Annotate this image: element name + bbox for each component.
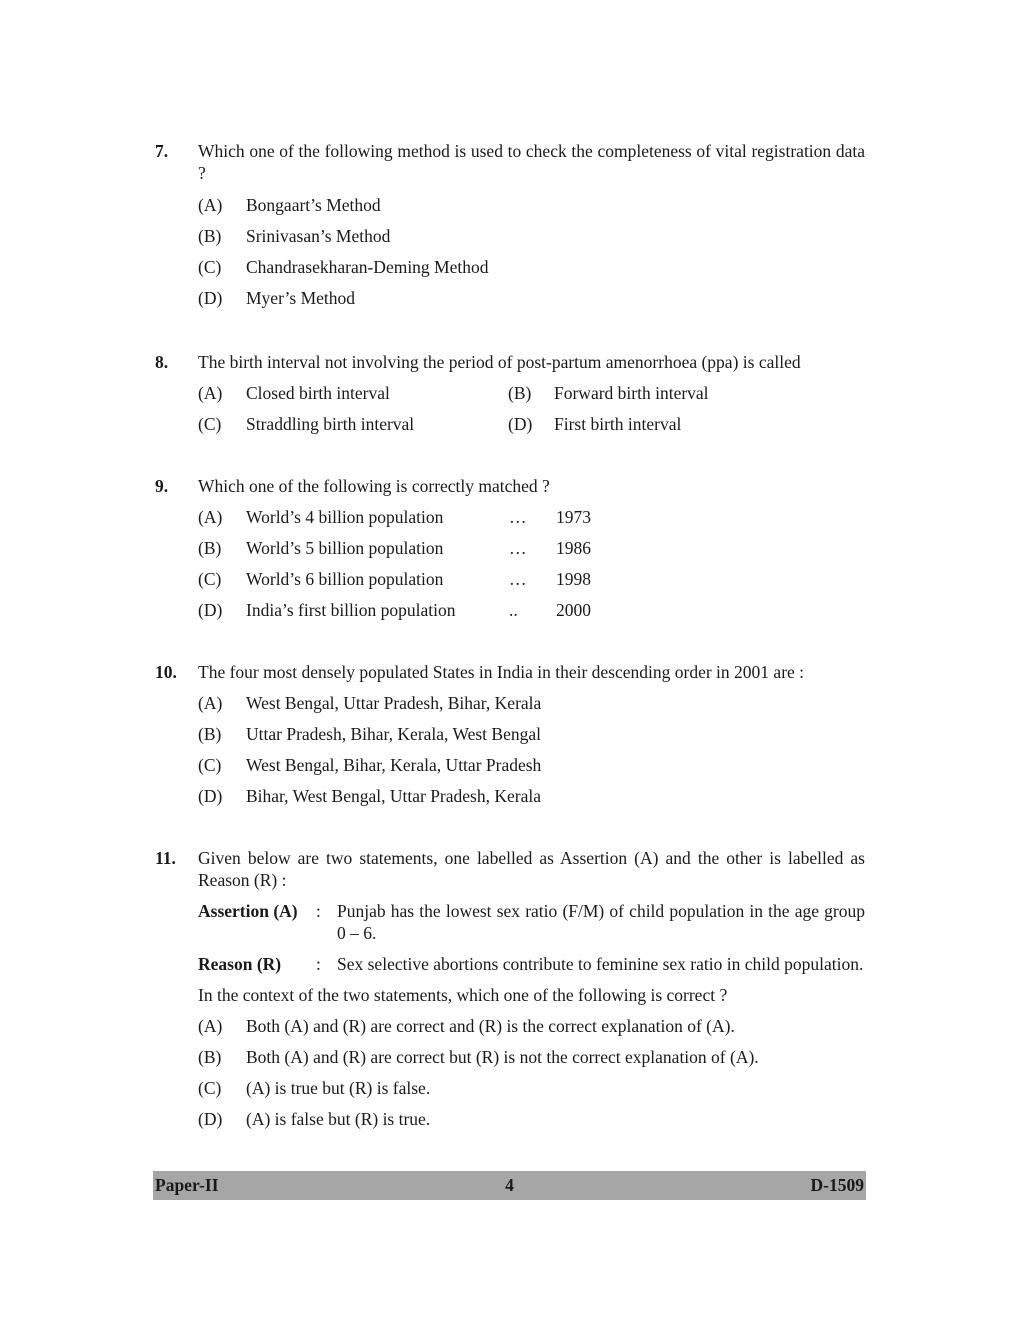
match-year: 1998 (556, 569, 591, 589)
reason-statement (198, 953, 865, 975)
match-year: 1973 (556, 507, 591, 527)
option-a (198, 506, 865, 528)
question-9 (155, 475, 865, 621)
option-c (198, 754, 865, 776)
option-label: (C) (198, 257, 222, 277)
page-footer (153, 1171, 866, 1200)
option-label: (B) (198, 538, 222, 558)
question-number: 8. (155, 352, 169, 372)
option-text: West Bengal, Uttar Pradesh, Bihar, Kerala (246, 693, 542, 713)
option-text: Both (A) and (R) are correct and (R) is the correct explanation of (A). (246, 1016, 735, 1036)
question-text: Which one of the following method is used to check the completeness of vital registration data ? (198, 141, 865, 183)
option-a (198, 194, 865, 216)
option-text: Closed birth interval (246, 383, 390, 403)
option-d (198, 1108, 865, 1130)
option-b (198, 537, 865, 559)
option-b (198, 723, 865, 745)
option-text: (A) is false but (R) is true. (246, 1109, 431, 1129)
match-item: India’s first billion population (246, 600, 456, 620)
option-label: (A) (198, 1016, 223, 1036)
option-b (198, 225, 865, 247)
option-label: (D) (198, 600, 223, 620)
match-separator: … (509, 569, 527, 589)
option-label: (B) (198, 724, 222, 744)
option-c (198, 256, 865, 278)
reason-label: Reason (R) (198, 954, 282, 974)
option-b (198, 1046, 865, 1068)
reason-text: Sex selective abortions contribute to feminine sex ratio in child population. (337, 954, 864, 974)
question-number: 7. (155, 141, 169, 161)
context-text: In the context of the two statements, which one of the following is correct ? (198, 985, 728, 1005)
option-label: (A) (198, 195, 223, 215)
option-d (198, 785, 865, 807)
colon: : (316, 901, 321, 921)
colon: : (316, 954, 321, 974)
question-number: 9. (155, 476, 169, 496)
assertion-statement (198, 900, 865, 944)
option-row (198, 413, 865, 435)
option-label: (C) (198, 569, 222, 589)
option-label: (B) (198, 1047, 222, 1067)
option-text: West Bengal, Bihar, Kerala, Uttar Pradesh (246, 755, 542, 775)
question-7 (155, 140, 865, 309)
question-text: Which one of the following is correctly matched ? (198, 476, 550, 496)
option-text: Myer’s Method (246, 288, 356, 308)
option-label: (C) (198, 414, 222, 434)
question-10 (155, 661, 865, 807)
match-item: World’s 5 billion population (246, 538, 444, 558)
option-c (198, 1077, 865, 1099)
question-8 (155, 351, 865, 435)
option-d (508, 413, 818, 435)
match-separator: … (509, 538, 527, 558)
option-text: (A) is true but (R) is false. (246, 1078, 431, 1098)
option-text: Both (A) and (R) are correct but (R) is not the correct explanation of (A). (246, 1047, 759, 1067)
match-separator: .. (509, 600, 518, 620)
match-separator: … (509, 507, 527, 527)
option-text: Srinivasan’s Method (246, 226, 391, 246)
option-text: Forward birth interval (554, 383, 709, 403)
option-label: (A) (198, 693, 223, 713)
option-text: First birth interval (554, 414, 682, 434)
question-number: 10. (155, 662, 177, 682)
question-11 (155, 847, 865, 1130)
option-label: (B) (508, 383, 532, 403)
option-c (198, 568, 865, 590)
match-item: World’s 4 billion population (246, 507, 444, 527)
option-label: (A) (198, 383, 223, 403)
question-text: The birth interval not involving the period of post-partum amenorrhoea (ppa) is called (198, 352, 801, 372)
option-row (198, 382, 865, 404)
option-text: Uttar Pradesh, Bihar, Kerala, West Bengal (246, 724, 541, 744)
option-label: (D) (508, 414, 533, 434)
match-year: 2000 (556, 600, 591, 620)
option-a (198, 692, 865, 714)
option-label: (D) (198, 1109, 223, 1129)
option-a (198, 382, 508, 404)
option-label: (D) (198, 288, 223, 308)
question-page (155, 140, 865, 1130)
assertion-text: Punjab has the lowest sex ratio (F/M) of child population in the age group 0 – 6. (337, 901, 865, 943)
paper-label: Paper-II (155, 1175, 219, 1195)
option-b (508, 382, 818, 404)
option-text: Chandrasekharan-Deming Method (246, 257, 489, 277)
option-label: (A) (198, 507, 223, 527)
question-number: 11. (155, 848, 176, 868)
question-text: Given below are two statements, one labelled as Assertion (A) and the other is labelled as Reason (R) : (198, 848, 865, 890)
assertion-label: Assertion (A) (198, 901, 298, 921)
option-text: Straddling birth interval (246, 414, 415, 434)
option-label: (D) (198, 786, 223, 806)
match-year: 1986 (556, 538, 591, 558)
option-d (198, 287, 865, 309)
question-text: The four most densely populated States in India in their descending order in 2001 are : (198, 662, 805, 682)
option-label: (B) (198, 226, 222, 246)
match-item: World’s 6 billion population (246, 569, 444, 589)
option-c (198, 413, 508, 435)
option-a (198, 1015, 865, 1037)
page-number: 4 (505, 1175, 514, 1195)
option-text: Bihar, West Bengal, Uttar Pradesh, Kerala (246, 786, 541, 806)
option-d (198, 599, 865, 621)
option-label: (C) (198, 755, 222, 775)
option-text: Bongaart’s Method (246, 195, 381, 215)
option-label: (C) (198, 1078, 222, 1098)
paper-code: D-1509 (810, 1175, 864, 1195)
